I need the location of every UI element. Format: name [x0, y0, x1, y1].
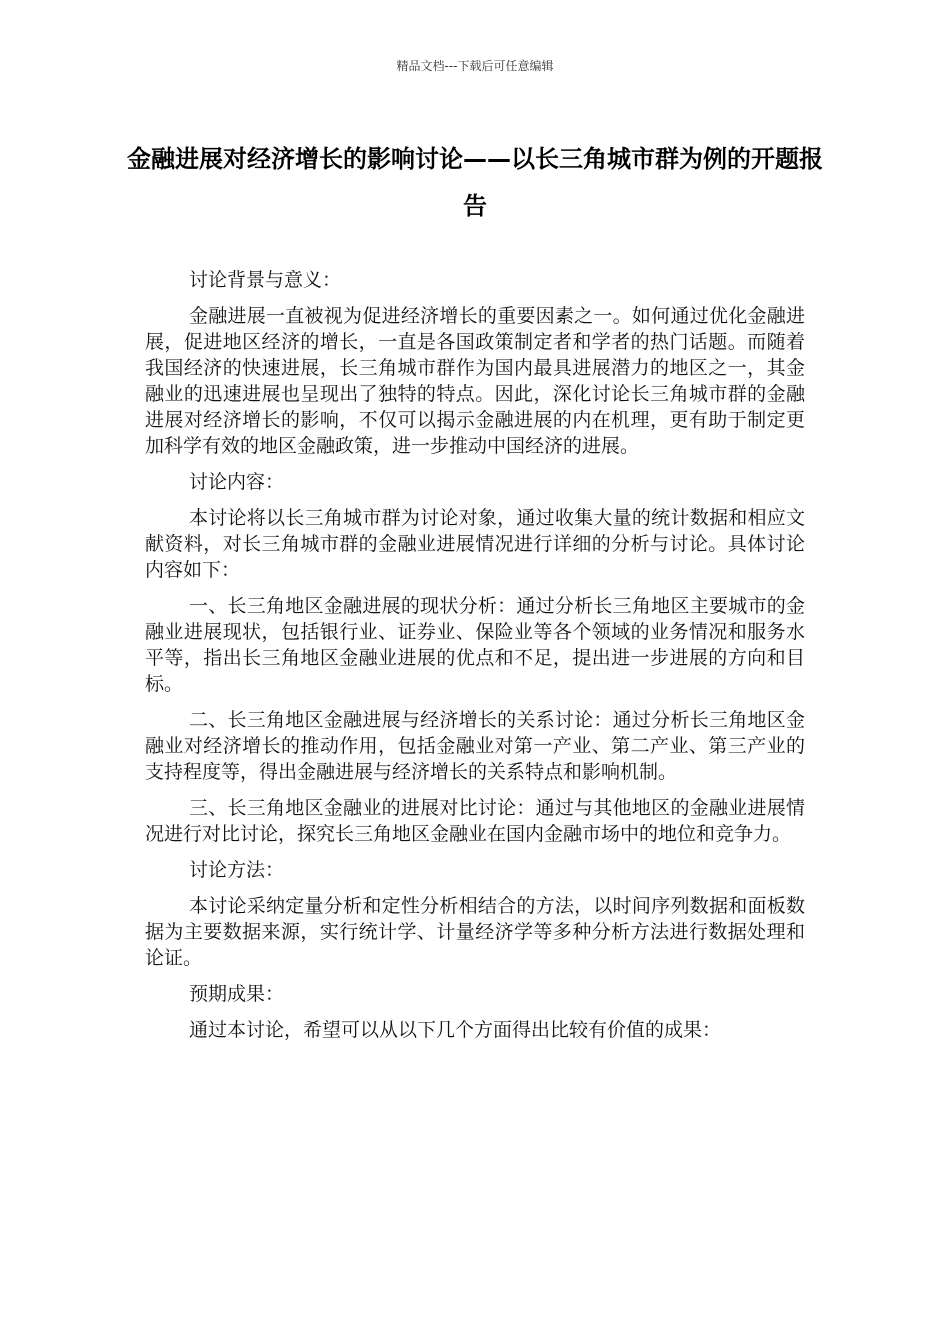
paragraph-content-item-2: 二、长三角地区金融进展与经济增长的关系讨论：通过分析长三角地区金融业对经济增长的推动作用，包括金融业对第一产业、第二产业、第三产业的支持程度等，得出金融进展与经济增长的关系特点和影响机制。 [145, 709, 805, 783]
paragraph-content-item-3: 三、长三角地区金融业的进展对比讨论：通过与其他地区的金融业进展情况进行对比讨论，探究长三角地区金融业在国内金融市场中的地位和竞争力。 [145, 797, 805, 845]
section-heading-results: 预期成果： [189, 983, 285, 1005]
section-heading-background: 讨论背景与意义： [189, 269, 342, 291]
section-heading-content: 讨论内容： [189, 471, 285, 493]
paragraph-method: 本讨论采纳定量分析和定性分析相结合的方法，以时间序列数据和面板数据为主要数据来源，实行统计学、计量经济学等多种分析方法进行数据处理和论证。 [145, 895, 805, 969]
document-title: 金融进展对经济增长的影响讨论——以长三角城市群为例的开题报告 [127, 145, 823, 220]
page-header-note: 精品文档---下载后可任意编辑 [396, 59, 554, 73]
paragraph-results: 通过本讨论，希望可以从以下几个方面得出比较有价值的成果： [189, 1019, 722, 1041]
document-body [145, 267, 805, 1053]
section-heading-method: 讨论方法： [189, 859, 285, 881]
paragraph-content-item-1: 一、长三角地区金融进展的现状分析：通过分析长三角地区主要城市的金融业进展现状，包括银行业、证券业、保险业等各个领域的业务情况和服务水平等，指出长三角地区金融业进展的优点和不足，提出进一步进展的方向和目标。 [145, 595, 805, 695]
paragraph-content-intro: 本讨论将以长三角城市群为讨论对象，通过收集大量的统计数据和相应文献资料，对长三角城市群的金融业进展情况进行详细的分析与讨论。具体讨论内容如下： [145, 507, 805, 581]
paragraph-background: 金融进展一直被视为促进经济增长的重要因素之一。如何通过优化金融进展，促进地区经济的增长，一直是各国政策制定者和学者的热门话题。而随着我国经济的快速进展，长三角城市群作为国内最具进展潜力的地区之一，其金融业的迅速进展也呈现出了独特的特点。因此，深化讨论长三角城市群的金融进展对经济增长的影响，不仅可以揭示金融进展的内在机理，更有助于制定更加科学有效的地区金融政策，进一步推动中国经济的进展。 [145, 305, 805, 457]
